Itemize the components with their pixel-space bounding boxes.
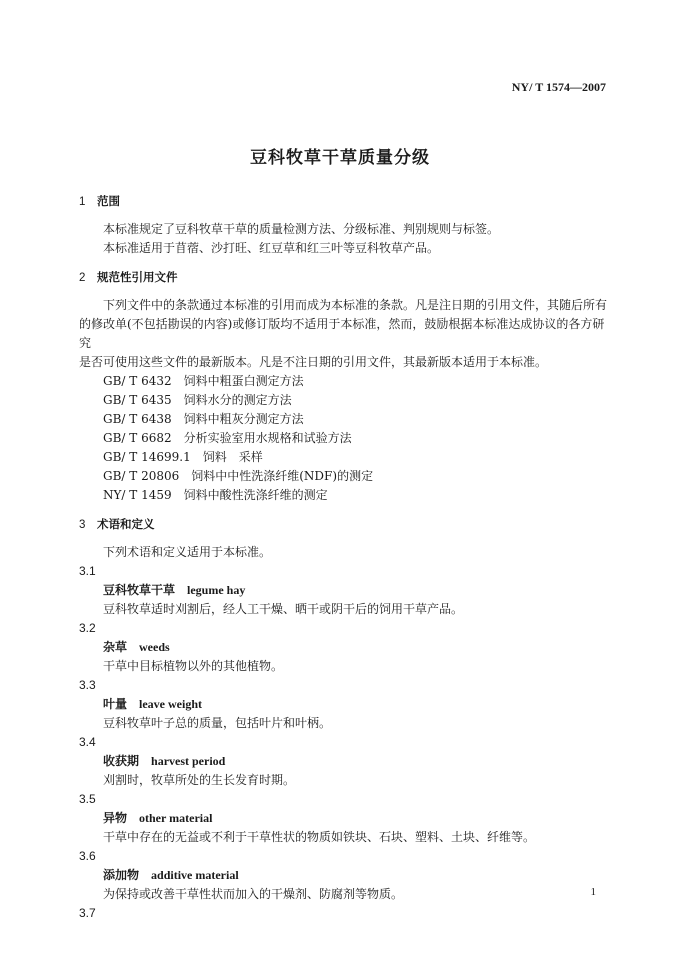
- term-number: 3.4: [79, 735, 96, 749]
- term-number: 3.5: [79, 792, 96, 806]
- term-en: additive material: [151, 868, 239, 882]
- term-cn: 杂草: [103, 640, 128, 654]
- section-number: 2: [79, 272, 86, 284]
- term-title: [79, 695, 609, 714]
- term-cn: 收获期: [103, 754, 140, 768]
- paragraph: 下列文件中的条款通过本标准的引用而成为本标准的条款。凡是注日期的引用文件，其随后所有: [103, 298, 608, 312]
- paragraph: 本标准规定了豆科牧草干草的质量检测方法、分级标准、判别规则与标签。: [103, 222, 500, 236]
- page-title: 豆科牧草干草质量分级: [250, 148, 430, 168]
- term-number: 3.1: [79, 564, 96, 578]
- term-number: 3.6: [79, 849, 96, 863]
- paragraph: 的修改单(不包括勘误的内容)或修订版均不适用于本标准，然而，鼓励根据本标准达成协议的各方研究: [79, 317, 605, 350]
- term-en: harvest period: [151, 754, 226, 768]
- term-number: 3.2: [79, 621, 96, 635]
- term-en: other material: [139, 811, 213, 825]
- paragraph: 下列术语和定义适用于本标准。: [103, 545, 272, 559]
- section-heading: [79, 268, 609, 288]
- term-title: [79, 638, 609, 657]
- doc-code: NY/ T 1574—2007: [511, 80, 606, 94]
- term-en: leave weight: [139, 697, 202, 711]
- reference-item: GB/ T 6438 饲料中粗灰分测定方法: [103, 412, 304, 426]
- term-en: weeds: [139, 640, 170, 654]
- section-title: 范围: [97, 194, 120, 208]
- section-title: 术语和定义: [97, 517, 155, 531]
- reference-item: GB/ T 20806 饲料中中性洗涤纤维(NDF)的测定: [103, 469, 374, 483]
- term-definition: 豆科牧草叶子总的质量，包括叶片和叶柄。: [103, 716, 332, 730]
- section-number: 1: [79, 196, 86, 208]
- section-heading: [79, 515, 609, 535]
- paragraph: 是否可使用这些文件的最新版本。凡是不注日期的引用文件，其最新版本适用于本标准。: [79, 355, 548, 369]
- term-cn: 添加物: [103, 868, 140, 882]
- reference-item: NY/ T 1459 饲料中酸性洗涤纤维的测定: [103, 488, 328, 502]
- reference-item: GB/ T 6432 饲料中粗蛋白测定方法: [103, 374, 304, 388]
- document-body: [79, 192, 609, 923]
- page-number: 1: [590, 886, 596, 898]
- term-cn: 豆科牧草干草: [103, 583, 176, 597]
- term-title: [79, 866, 609, 885]
- paragraph: 本标准适用于苜蓿、沙打旺、红豆草和红三叶等豆科牧草产品。: [103, 241, 440, 255]
- term-en: legume hay: [187, 583, 246, 597]
- section-heading: [79, 192, 609, 212]
- term-definition: 干草中目标植物以外的其他植物。: [103, 659, 284, 673]
- term-definition: 刈割时，牧草所处的生长发育时期。: [103, 773, 296, 787]
- section-title: 规范性引用文件: [97, 270, 178, 284]
- reference-item: GB/ T 6682 分析实验室用水规格和试验方法: [103, 431, 352, 445]
- section-number: 3: [79, 519, 86, 531]
- reference-item: GB/ T 14699.1 饲料 采样: [103, 450, 263, 464]
- term-title: [79, 581, 609, 600]
- reference-item: GB/ T 6435 饲料水分的测定方法: [103, 393, 292, 407]
- term-cn: 叶量: [103, 697, 128, 711]
- term-definition: 干草中存在的无益或不利于干草性状的物质如铁块、石块、塑料、土块、纤维等。: [103, 830, 536, 844]
- term-cn: 异物: [103, 811, 128, 825]
- term-title: [79, 809, 609, 828]
- term-number: 3.7: [79, 906, 96, 920]
- term-title: [79, 752, 609, 771]
- term-number: 3.3: [79, 678, 96, 692]
- term-definition: 为保持或改善干草性状而加入的干燥剂、防腐剂等物质。: [103, 887, 404, 901]
- term-definition: 豆科牧草适时刈割后，经人工干燥、晒干或阴干后的饲用干草产品。: [103, 602, 464, 616]
